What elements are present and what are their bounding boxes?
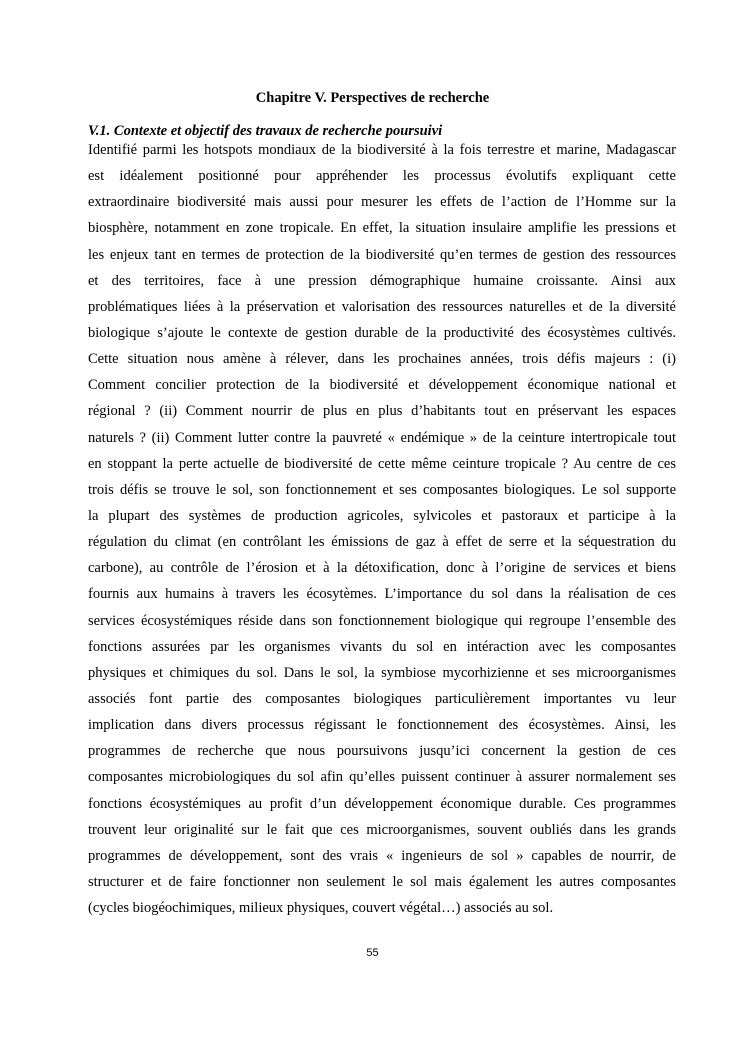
body-line: Identifié parmi les hotspots mondiaux de la biodiversité à la fois terrestre et marine, Madagascar bbox=[88, 142, 676, 158]
body-line: biologique s’ajoute le contexte de gestion durable de la productivité des écosystèmes cultivés. bbox=[88, 324, 676, 341]
chapter-title: Chapitre V. Perspectives de recherche bbox=[255, 90, 490, 106]
body-line: en stoppant la perte actuelle de biodiversité de cette même ceinture tropicale ? Au centre de ces bbox=[88, 455, 676, 472]
body-line: la plupart des systèmes de production agricoles, sylvicoles et pastoraux et participe à la bbox=[88, 507, 676, 524]
body-line: extraordinaire biodiversité mais aussi pour mesurer les effets de l’action de l’Homme sur la bbox=[88, 194, 676, 211]
body-line: fonctions assurées par les organismes vivants du sol en intéraction avec les composantes bbox=[88, 638, 676, 655]
body-paragraph bbox=[88, 140, 676, 924]
body-line: fonctions écosystémiques au profit d’un développement économique durable. Ces programmes bbox=[88, 795, 676, 812]
body-line: programmes de recherche que nous poursuivons jusqu’ici concernent la gestion de ces bbox=[88, 743, 676, 760]
body-line: est idéalement positionné pour appréhender les processus évolutifs expliquant cette bbox=[88, 168, 676, 185]
body-line: associés font partie des composantes biologiques particulièrement importantes vu leur bbox=[88, 690, 676, 707]
section-heading: V.1. Contexte et objectif des travaux de recherche poursuivi bbox=[88, 123, 443, 139]
body-line: structurer et de faire fonctionner non seulement le sol mais également les autres composantes bbox=[88, 873, 676, 890]
body-line: trouvent leur originalité sur le fait que ces microorganismes, souvent oubliés dans les grands bbox=[88, 821, 676, 838]
page-number: 55 bbox=[366, 947, 379, 959]
body-line: les enjeux tant en termes de protection de la biodiversité qu’en termes de gestion des ressources bbox=[88, 246, 676, 263]
body-line: carbone), au contrôle de l’érosion et à la détoxification, donc à l’origine de services et biens bbox=[88, 560, 676, 577]
body-line: Comment concilier protection de la biodiversité et développement économique national et bbox=[88, 377, 676, 394]
body-line: problématiques liées à la préservation et valorisation des ressources naturelles et de la diversité bbox=[88, 298, 676, 315]
body-line: programmes de développement, sont des vrais « ingenieurs de sol » capables de nourrir, de bbox=[88, 847, 676, 864]
body-line: trois défis se trouve le sol, son fonctionnement et ses composantes biologiques. Le sol supporte bbox=[88, 481, 676, 498]
body-line: et des territoires, face à une pression démographique humaine croissante. Ainsi aux bbox=[88, 272, 676, 289]
body-line: physiques et chimiques du sol. Dans le sol, la symbiose mycorhizienne et ses microorganismes bbox=[88, 664, 676, 681]
body-line: (cycles biogéochimiques, milieux physiques, couvert végétal…) associés au sol. bbox=[88, 900, 554, 917]
body-line: biosphère, notamment en zone tropicale. En effet, la situation insulaire amplifie les pressions et bbox=[88, 220, 676, 237]
body-line: services écosystémiques réside dans son fonctionnement biologique qui regroupe l’ensemble des bbox=[88, 612, 676, 629]
body-line: naturels ? (ii) Comment lutter contre la pauvreté « endémique » de la ceinture intertropicale tout bbox=[88, 429, 676, 446]
body-line: régional ? (ii) Comment nourrir de plus en plus d’habitants tout en préservant les espaces bbox=[88, 403, 676, 420]
body-line: Cette situation nous amène à rélever, dans les prochaines années, trois défis majeurs : (i) bbox=[88, 351, 676, 368]
body-line: fournis aux humains à travers les écosytèmes. L’importance du sol dans la réalisation de ces bbox=[88, 586, 676, 603]
body-line: implication dans divers processus régissant le fonctionnement des écosystèmes. Ainsi, les bbox=[88, 717, 676, 734]
body-line: régulation du climat (en contrôlant les émissions de gaz à effet de serre et la séquestration du bbox=[88, 534, 676, 551]
body-line: composantes microbiologiques du sol afin qu’elles puissent continuer à assurer normalement ses bbox=[88, 769, 676, 786]
